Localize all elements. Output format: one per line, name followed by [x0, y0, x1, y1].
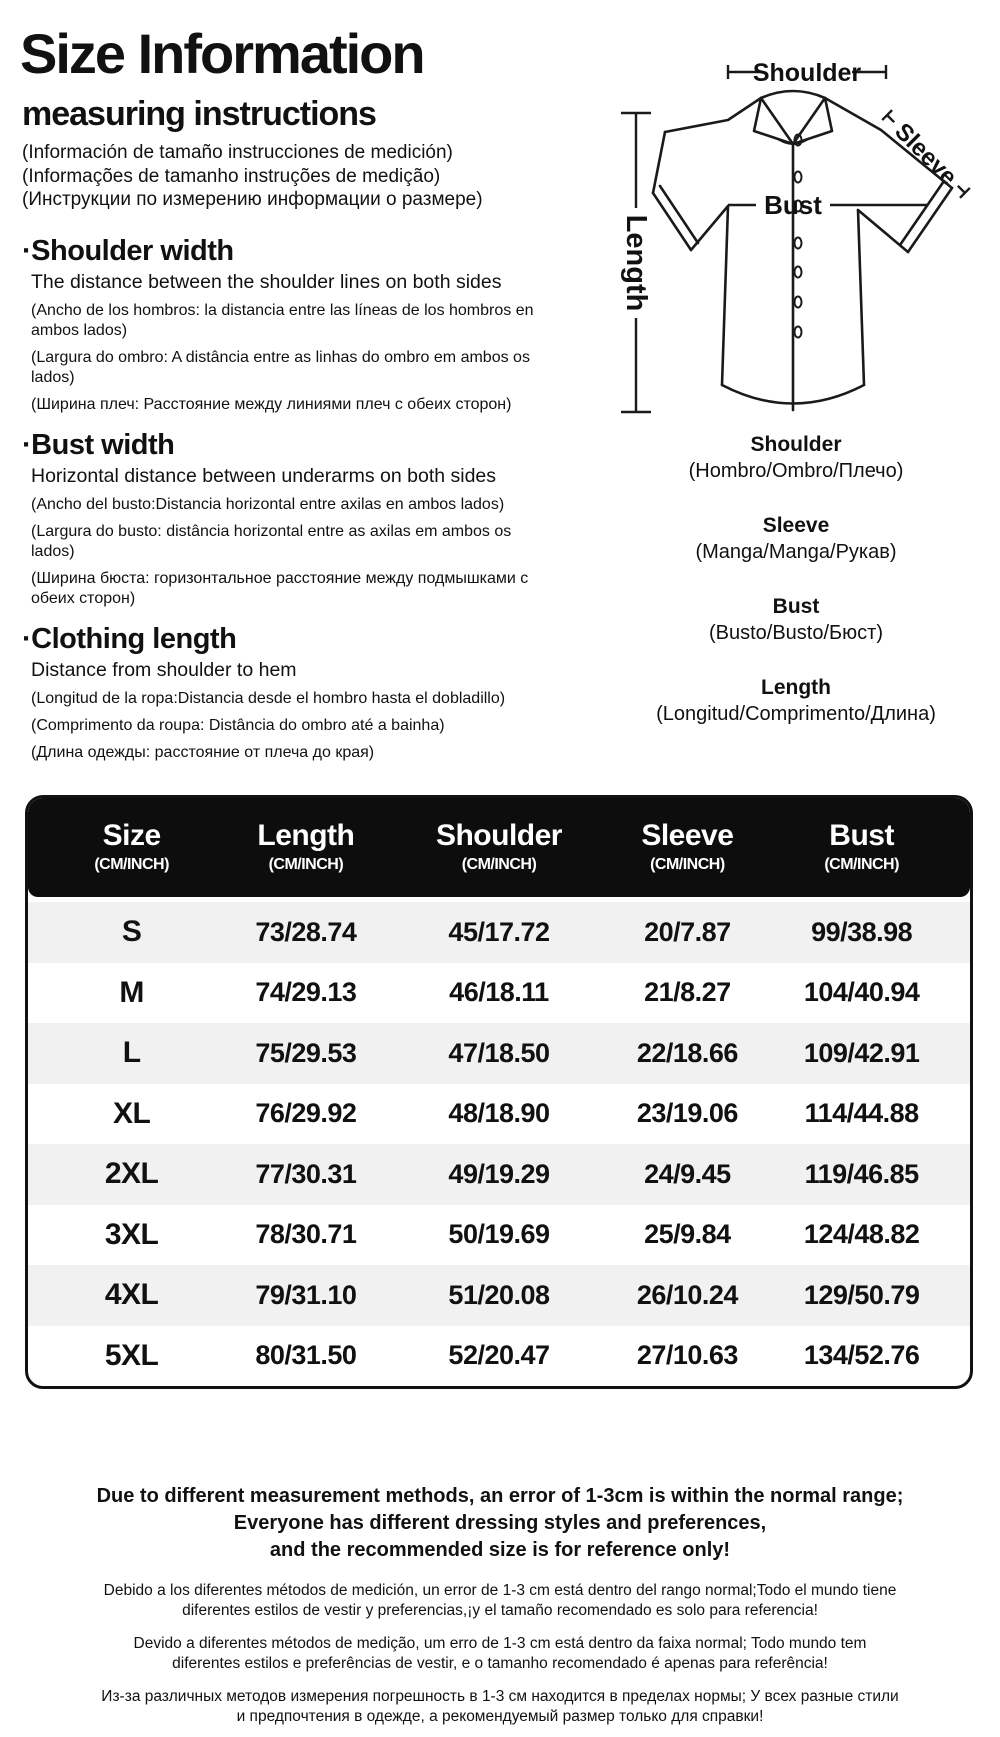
shirt-diagram-svg: [558, 40, 988, 430]
cell-size: 5XL: [104, 1338, 159, 1372]
legend-item-length: [600, 675, 992, 727]
section-shoulder-width: [22, 234, 538, 415]
bullet: ·: [22, 429, 32, 461]
disclaimer-line: Из-за различных методов измерения погрешность в 1-3 см находится в пределах нормы; У всех разные стили: [101, 1688, 899, 1705]
section-description: Distance from shoulder to hem: [31, 659, 297, 681]
section-clothing-length: [22, 622, 538, 763]
cell-bust: 124/48.82: [803, 1219, 920, 1250]
disclaimer-line: Debido a los diferentes métodos de medición, un error de 1-3 cm está dentro del rango normal;Todo el mundo tiene: [103, 1582, 897, 1599]
legend-term: Length: [761, 676, 831, 699]
section-description: The distance between the shoulder lines on both sides: [31, 271, 502, 293]
column-label: Shoulder: [435, 819, 562, 852]
column-header-shoulder: [377, 821, 622, 874]
cell-sleeve: 27/10.63: [636, 1340, 738, 1371]
legend-translation: (Hombro/Ombro/Плечо): [688, 460, 904, 482]
disclaimer-es: [0, 1581, 1000, 1621]
cell-shoulder: 46/18.11: [449, 977, 549, 1008]
table-row-3xl: [28, 1205, 970, 1266]
title-translations: [22, 141, 483, 212]
cell-shoulder: 47/18.50: [448, 1037, 550, 1068]
legend-term: Sleeve: [762, 514, 830, 537]
cell-size: 3XL: [104, 1217, 159, 1251]
cell-shoulder: 51/20.08: [448, 1279, 550, 1310]
section-translation-es: (Ancho del busto:Distancia horizontal entre axilas en ambos lados): [31, 496, 505, 513]
legend-item-sleeve: [600, 513, 992, 565]
collar-right-wing: [793, 98, 832, 144]
cell-length: 78/30.71: [255, 1219, 357, 1250]
section-translation-es: (Ancho de los hombros: la distancia entre las líneas de los hombros en ambos lados): [31, 302, 534, 339]
section-heading-text: Clothing length: [31, 623, 237, 655]
collar-left-wing: [754, 98, 793, 144]
title-translation-pt: (Informações de tamanho instruções de medição): [22, 165, 441, 187]
section-heading: [22, 428, 538, 462]
legend-translation: (Busto/Busto/Бюст): [708, 622, 883, 644]
section-description: Horizontal distance between underarms on both sides: [31, 465, 497, 487]
cell-length: 77/30.31: [255, 1158, 357, 1189]
cell-length: 74/29.13: [255, 977, 357, 1008]
section-translation-ru: (Длина одежды: расстояние от плеча до края): [31, 744, 375, 761]
cell-length: 76/29.92: [255, 1098, 357, 1129]
cell-bust: 129/50.79: [803, 1279, 920, 1310]
disclaimer: [0, 1483, 1000, 1727]
cell-sleeve: 26/10.24: [636, 1279, 738, 1310]
section-heading: [22, 622, 538, 656]
shirt-measurement-diagram: [558, 40, 988, 430]
cell-shoulder: 50/19.69: [448, 1219, 550, 1250]
sleeve-measure: [877, 106, 974, 203]
cell-sleeve: 24/9.45: [644, 1158, 731, 1189]
cell-bust: 119/46.85: [804, 1158, 919, 1189]
table-row-4xl: [28, 1265, 970, 1326]
bullet: ·: [22, 623, 32, 655]
section-heading-text: Bust width: [31, 429, 175, 461]
section-heading: [22, 234, 538, 268]
cell-shoulder: 52/20.47: [448, 1340, 550, 1371]
column-label: Size: [102, 819, 161, 852]
bust-measure: [728, 190, 928, 220]
section-translation-es: (Longitud de la ropa:Distancia desde el hombro hasta el dobladillo): [31, 690, 506, 707]
buttons: [795, 135, 802, 338]
column-header-sleeve: [621, 821, 753, 874]
table-row-2xl: [28, 1144, 970, 1205]
size-table-body: [28, 897, 970, 1386]
section-translation-pt: (Largura do ombro: A distância entre as linhas do ombro em ambos os lados): [31, 349, 530, 386]
disclaimer-line: Everyone has different dressing styles and preferences,: [233, 1512, 767, 1534]
unit-label: (CM/INCH): [824, 856, 899, 873]
unit-label: (CM/INCH): [268, 856, 344, 873]
column-label: Bust: [829, 819, 894, 852]
section-translation-ru: (Ширина плеч: Расстояние между линиями плеч с обеих сторон): [31, 396, 512, 413]
cell-length: 75/29.53: [255, 1037, 357, 1068]
disclaimer-line: Due to different measurement methods, an error of 1-3cm is within the normal range;: [96, 1485, 904, 1507]
cell-size: M: [119, 975, 144, 1009]
sleeve-measure-label: Sleeve: [889, 117, 963, 191]
table-row-5xl: [28, 1326, 970, 1387]
cell-bust: 134/52.76: [803, 1340, 920, 1371]
length-measure-label: Length: [620, 214, 652, 312]
column-header-length: [235, 821, 376, 874]
section-heading-text: Shoulder width: [31, 235, 234, 267]
length-measure: [620, 113, 652, 412]
diagram-legend: [600, 432, 992, 727]
legend-term: Shoulder: [750, 433, 842, 456]
column-header-size: [28, 821, 235, 874]
cell-length: 80/31.50: [255, 1340, 357, 1371]
table-row-m: [28, 963, 970, 1024]
cell-bust: 114/44.88: [804, 1098, 919, 1129]
disclaimer-line: и предпочтения в одежде, а рекомендуемый размер только для справки!: [236, 1708, 764, 1725]
legend-item-shoulder: [600, 432, 992, 484]
title-translation-es: (Información de tamaño instrucciones de medición): [22, 142, 453, 163]
unit-label: (CM/INCH): [461, 856, 537, 873]
disclaimer-line: diferentes estilos e preferências de vestir, e o tamanho recomendado é apenas para referência!: [172, 1655, 828, 1672]
size-table-header: [28, 798, 970, 897]
cell-sleeve: 21/8.27: [644, 977, 731, 1008]
table-row-l: [28, 1023, 970, 1084]
title-translation-ru: (Инструкции по измерению информации о размере): [22, 189, 483, 210]
measuring-sections: [22, 234, 538, 776]
legend-term: Bust: [772, 595, 820, 618]
cell-shoulder: 48/18.90: [448, 1098, 550, 1129]
section-bust-width: [22, 428, 538, 609]
shoulder-measure-label: Shoulder: [752, 59, 862, 87]
disclaimer-line: diferentes estilos de vestir y preferencias,¡y el tamaño recomendado es solo para referencia!: [182, 1602, 818, 1619]
cell-length: 73/28.74: [255, 916, 357, 947]
cell-size: 4XL: [104, 1278, 159, 1312]
legend-translation: (Longitud/Comprimento/Длина): [656, 703, 936, 725]
cell-size: 2XL: [104, 1157, 159, 1191]
disclaimer-ru: [0, 1687, 1000, 1727]
cell-sleeve: 20/7.87: [644, 916, 731, 947]
cell-sleeve: 25/9.84: [644, 1219, 731, 1250]
cell-size: XL: [112, 1096, 151, 1130]
cell-bust: 104/40.94: [803, 977, 920, 1008]
bullet: ·: [22, 235, 32, 267]
page-title: Size Information: [20, 22, 424, 85]
cell-length: 79/31.10: [255, 1279, 357, 1310]
section-translation-pt: (Comprimento da roupa: Distância do ombro até a bainha): [31, 717, 445, 734]
cell-size: S: [121, 915, 142, 949]
bust-measure-label: Bust: [764, 190, 822, 220]
cell-shoulder: 49/19.29: [448, 1158, 550, 1189]
disclaimer-pt: [0, 1634, 1000, 1674]
section-translation-ru: (Ширина бюста: горизонтальное расстояние между подмышками с обеих сторон): [31, 570, 529, 607]
cell-bust: 99/38.98: [811, 916, 913, 947]
legend-translation: (Manga/Manga/Рукав): [695, 541, 897, 563]
shoulder-measure: [728, 59, 886, 87]
column-header-bust: [753, 821, 970, 874]
disclaimer-en: [0, 1483, 1000, 1564]
cell-shoulder: 45/17.72: [448, 916, 550, 947]
column-label: Sleeve: [641, 819, 734, 852]
cell-bust: 109/42.91: [803, 1037, 920, 1068]
unit-label: (CM/INCH): [650, 856, 725, 873]
disclaimer-line: and the recommended size is for reference only!: [269, 1539, 731, 1561]
column-label: Length: [257, 819, 355, 852]
disclaimer-line: Devido a diferentes métodos de medição, um erro de 1-3 cm está dentro da faixa normal; Todo mundo tem: [133, 1635, 867, 1652]
cell-sleeve: 22/18.66: [636, 1037, 738, 1068]
legend-item-bust: [600, 594, 992, 646]
table-row-xl: [28, 1084, 970, 1145]
cell-size: L: [122, 1036, 141, 1070]
page-subtitle: measuring instructions: [22, 95, 376, 133]
size-table: [25, 795, 973, 1389]
unit-label: (CM/INCH): [94, 856, 169, 873]
table-row-s: [28, 902, 970, 963]
cell-sleeve: 23/19.06: [636, 1098, 738, 1129]
section-translation-pt: (Largura do busto: distância horizontal entre as axilas em ambos os lados): [31, 523, 512, 560]
